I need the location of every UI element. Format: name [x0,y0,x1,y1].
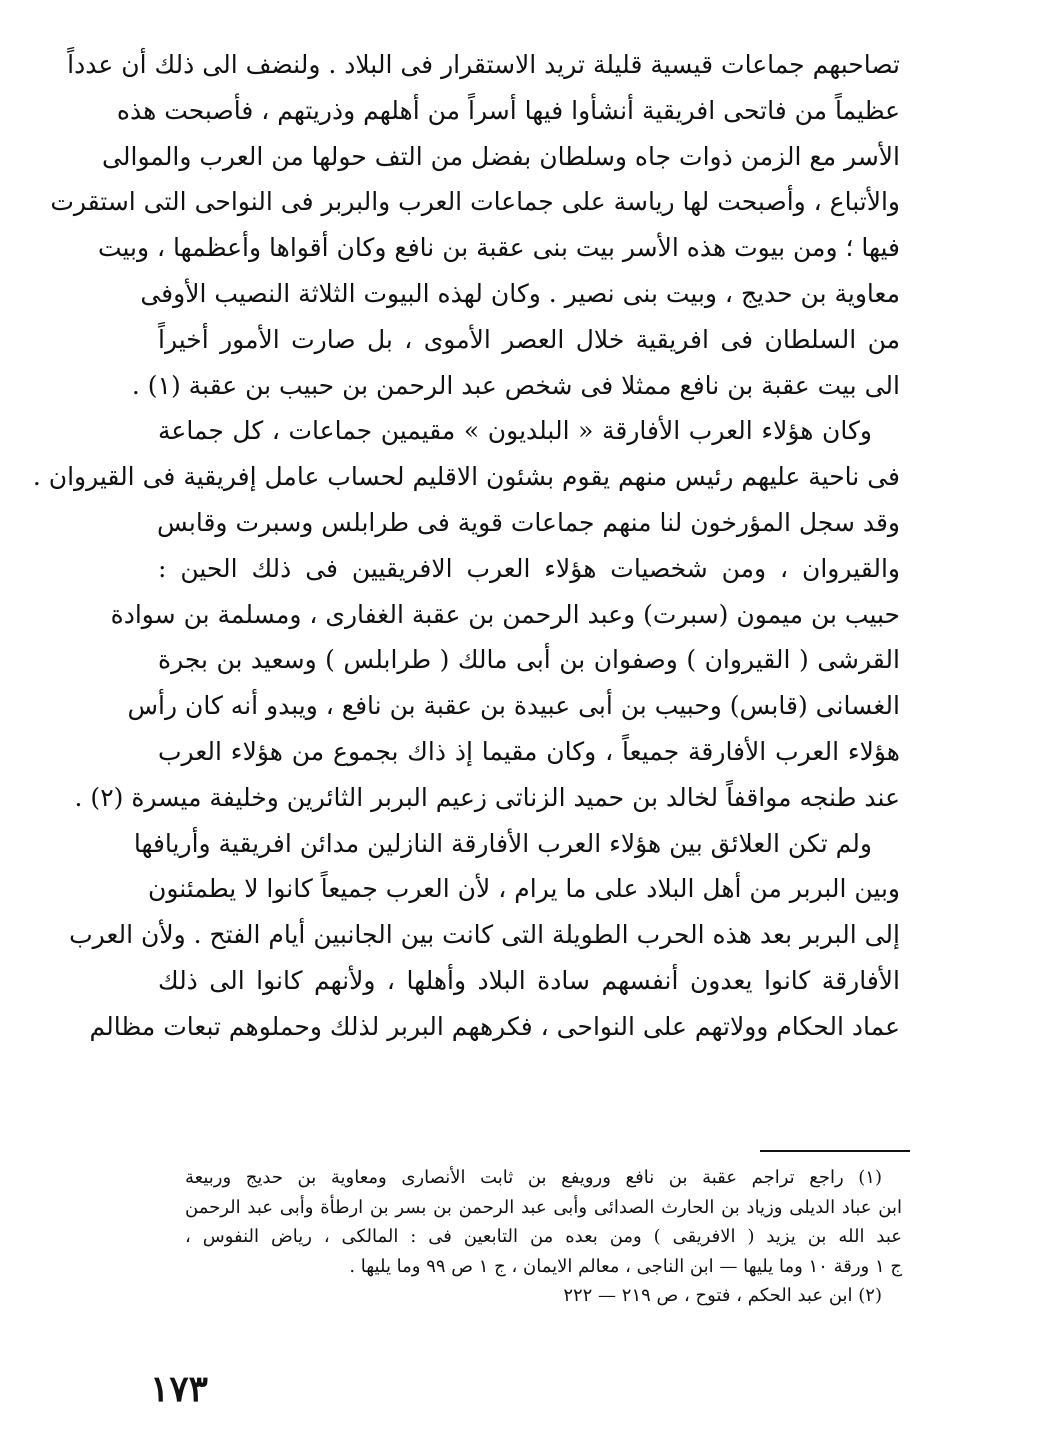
text-line: حبيب بن ميمون (سبرت) وعبد الرحمن بن عقبة الغفارى ، ومسلمة بن سوادة [110,599,900,629]
page-number: ١٧٣ [150,1368,209,1410]
text-line: والقيروان ، ومن شخصيات هؤلاء العرب الافريقيين فى ذلك الحين : [158,553,900,583]
main-text-block [32,42,900,1050]
text-line: إلى البربر بعد هذه الحرب الطويلة التى كانت بين الجانبين أيام الفتح . ولأن العرب [69,920,900,950]
footnote-line: عبد الله بن يزيد ( الافريقى ) ومن بعده من التابعين فى : المالكى ، رياض النفوس ، [185,1226,903,1248]
text-line: عظيماً من فاتحى افريقية أنشأوا فيها أسراً من أهلهم وذريتهم ، فأصبحت هذه [116,95,900,125]
text-line: هؤلاء العرب الأفارقة جميعاً ، وكان مقيما إذ ذاك بجموع من هؤلاء العرب [158,736,900,766]
footnote-line: ابن عباد الديلى وزياد بن الحارث الصدائى وأبى عبد الرحمن بن بسر بن ارطأة وأبى عبد الرحمن [185,1196,902,1218]
text-line: معاوية بن حديج ، وبيت بنى نصير . وكان لهذه البيوت الثلاثة النصيب الأوفى [140,278,900,308]
text-line: وكان هؤلاء العرب الأفارقة « البلديون » مقيمين جماعات ، كل جماعة [158,416,872,446]
text-line: فى ناحية عليهم رئيس منهم يقوم بشئون الاقليم لحساب عامل إفريقية فى القيروان . [32,462,900,492]
text-line: الغسانى (قابس) وحبيب بن أبى عبيدة بن عقبة بن نافع ، ويبدو أنه كان رأس [127,691,900,721]
text-line: عند طنجه مواقفاً لخالد بن حميد الزناتى زعيم البربر الثائرين وخليفة ميسرة (٢) . [74,782,900,812]
footnote-separator [760,1150,910,1152]
text-line: تصاحبهم جماعات قيسية قليلة تريد الاستقرار فى البلاد . ولنضف الى ذلك أن عدداً [67,50,900,79]
text-line: الأفارقة كانوا يعدون أنفسهم سادة البلاد وأهلها ، ولأنهم كانوا الى ذلك [158,965,900,995]
text-line: عماد الحكام وولاتهم على النواحى ، فكرههم البربر لذلك وحملوهم تبعات مظالم [89,1011,900,1041]
text-line: القرشى ( القيروان ) وصفوان بن أبى مالك ( طرابلس ) وسعيد بن بجرة [158,645,900,675]
text-line: ولم تكن العلائق بين هؤلاء العرب الأفارقة النازلين مدائن افريقية وأريافها [133,828,872,858]
footnote-line: (١) راجع تراجم عقبة بن نافع ورويفع بن ثابت الأنصارى ومعاوية بن حديج وربيعة [185,1167,882,1188]
text-line: الأسر مع الزمن ذوات جاه وسلطان بفضل من التف حولها من العرب والموالى [102,141,900,171]
text-line: فيها ؛ ومن بيوت هذه الأسر بيت بنى عقبة بن نافع وكان أقواها وأعظمها ، وبيت [97,233,900,263]
text-line: وقد سجل المؤرخون لنا منهم جماعات قوية فى طرابلس وسبرت وقابس [157,507,900,537]
footnote-line: (٢) ابن عبد الحكم ، فتوح ، ص ٢١٩ — ٢٢٢ [563,1285,882,1307]
footnote-line: ج ١ ورقة ١٠ وما يليها — ابن الناجى ، معالم الايمان ، ج ١ ص ٩٩ وما يليها . [349,1255,902,1277]
text-line: من السلطان فى افريقية خلال العصر الأموى ، بل صارت الأمور أخيراً [158,324,900,354]
footnotes-block [185,1163,902,1311]
text-line: وبين البربر من أهل البلاد على ما يرام ، لأن العرب جميعاً كانوا لا يطمئنون [147,874,900,904]
text-line: والأتباع ، وأصبحت لها رياسة على جماعات العرب والبربر فى النواحى التى استقرت [50,187,900,217]
text-line: الى بيت عقبة بن نافع ممثلا فى شخص عبد الرحمن بن حبيب بن عقبة (١) . [131,370,900,400]
